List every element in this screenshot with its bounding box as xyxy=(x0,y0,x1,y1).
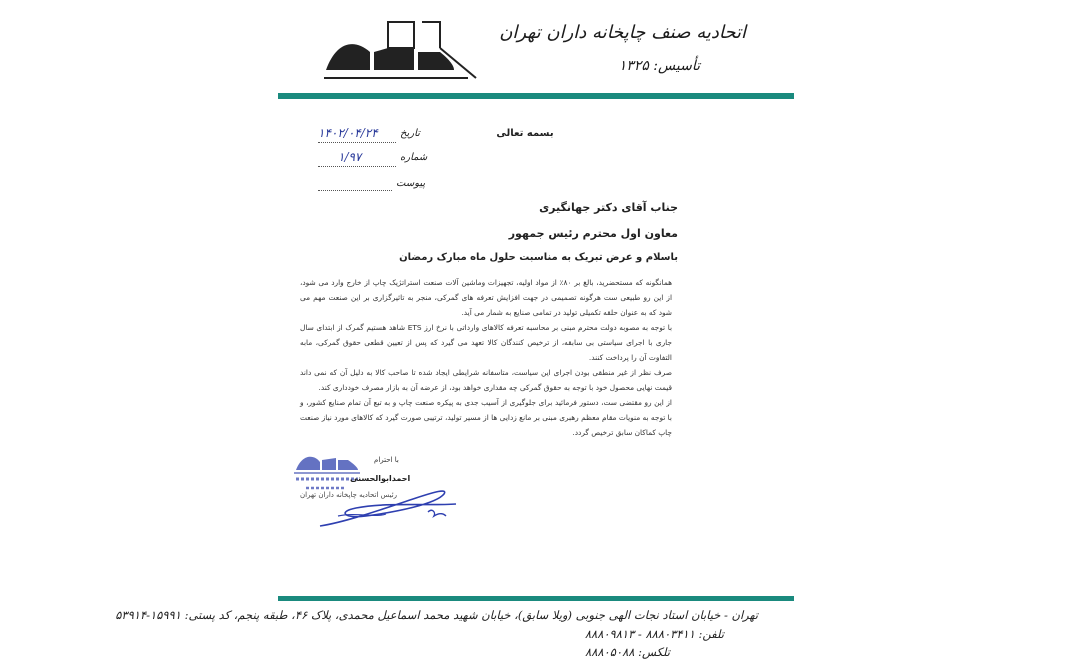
organization-title: اتحادیه صنف چاپخانه داران تهران xyxy=(499,22,746,43)
date-label: تاریخ xyxy=(400,128,420,139)
signatory-role: رئیس اتحادیه چاپخانه داران تهران xyxy=(300,491,398,499)
number-line xyxy=(318,166,396,167)
handwritten-signature xyxy=(316,482,466,532)
addressee-title: معاون اول محترم رئیس جمهور xyxy=(508,227,678,240)
attachment-label: پیوست xyxy=(396,178,426,189)
regards-text: با احترام xyxy=(374,456,399,464)
letter-page xyxy=(115,0,798,670)
body-paragraph-4: از این رو مقتضی ست، دستور فرمائید برای جلوگیری از آسیب جدی به پیکره صنعت چاپ و به تبع آن تمام صنایع کشور، و با توجه به منویات مقام معظم رهبری مبنی بر مانع زدایی ها از مسیر تولید، ترتیبی صورت گیرد که کالاهای مورد نیاز صنعت چاپ کماکان سابق ترخیص گردد. xyxy=(300,398,672,437)
date-line xyxy=(318,142,396,143)
attachment-line xyxy=(318,190,392,191)
header-band xyxy=(278,93,794,99)
signatory-name: احمدابوالحسنی xyxy=(350,474,411,483)
body-paragraph-2: با توجه به مصوبه دولت محترم مبنی بر محاسبه تعرفه کالاهای وارداتی با نرخ ارز ETS شاهد هستیم گمرک از ابتدای سال جاری با اجرای سیاستی بی سابقه، از ترخیص کنندگان کالا تعهد می گیرد که پس از تعیین قطعی حقوق گمرکی، مابه التفاوت آن را پرداخت کنند. xyxy=(300,323,672,362)
union-logo xyxy=(318,18,478,80)
number-value: ۱/۹۷ xyxy=(338,150,362,164)
founded-year: تأسیس: ۱۳۲۵ xyxy=(618,58,700,74)
footer-phones: تلفن: ۸۸۸۰۳۴۱۱ - ۸۸۸۰۹۸۱۳ xyxy=(584,627,724,641)
basmala: بسمه تعالی xyxy=(496,128,554,139)
date-value: ۱۴۰۲/۰۴/۲۴ xyxy=(318,126,378,140)
addressee-name: جناب آقای دکتر جهانگیری xyxy=(539,201,678,214)
number-label: شماره xyxy=(400,152,428,163)
greeting-line: باسلام و عرض تبریک به مناسبت حلول ماه مبارک رمضان xyxy=(399,252,678,263)
body-paragraph-3: صرف نظر از غیر منطقی بودن اجرای این سیاست، متاسفانه شرایطی ایجاد شده تا صاحب کالا به دلیل آن که نمی داند قیمت نهایی محصول خود با توجه به حقوق گمرکی چه مقداری خواهد بود، از عرضه آن به بازار مصرف خودداری کند. xyxy=(300,368,672,392)
letter-body xyxy=(300,275,672,440)
body-paragraph-1: همانگونه که مستحضرید، بالغ بر ۸۰٪ از مواد اولیه، تجهیزات وماشین آلات صنعت استراتژیک چاپ از خارج وارد می شود، از این رو طبیعی ست هرگونه تصمیمی در جهت افزایش تعرفه های گمرکی، منجر به تاثیرگزاری بر این صنعت مهم می شود که به عنوان حلقه تکمیلی تولید در تمامی صنایع به شمار می آید. xyxy=(300,278,672,317)
footer-address: تهران - خیابان استاد نجات الهی جنوبی (ویلا سابق)، خیابان شهید محمد اسماعیل محمدی، پلاک ۴۶، طبقه پنجم، کد پستی: ۱۵۹۹۱-۵۳۹۱۴ xyxy=(115,608,758,622)
footer-band xyxy=(278,596,794,601)
footer-fax: تلکس: ۸۸۸۰۵۰۸۸ xyxy=(585,645,670,659)
